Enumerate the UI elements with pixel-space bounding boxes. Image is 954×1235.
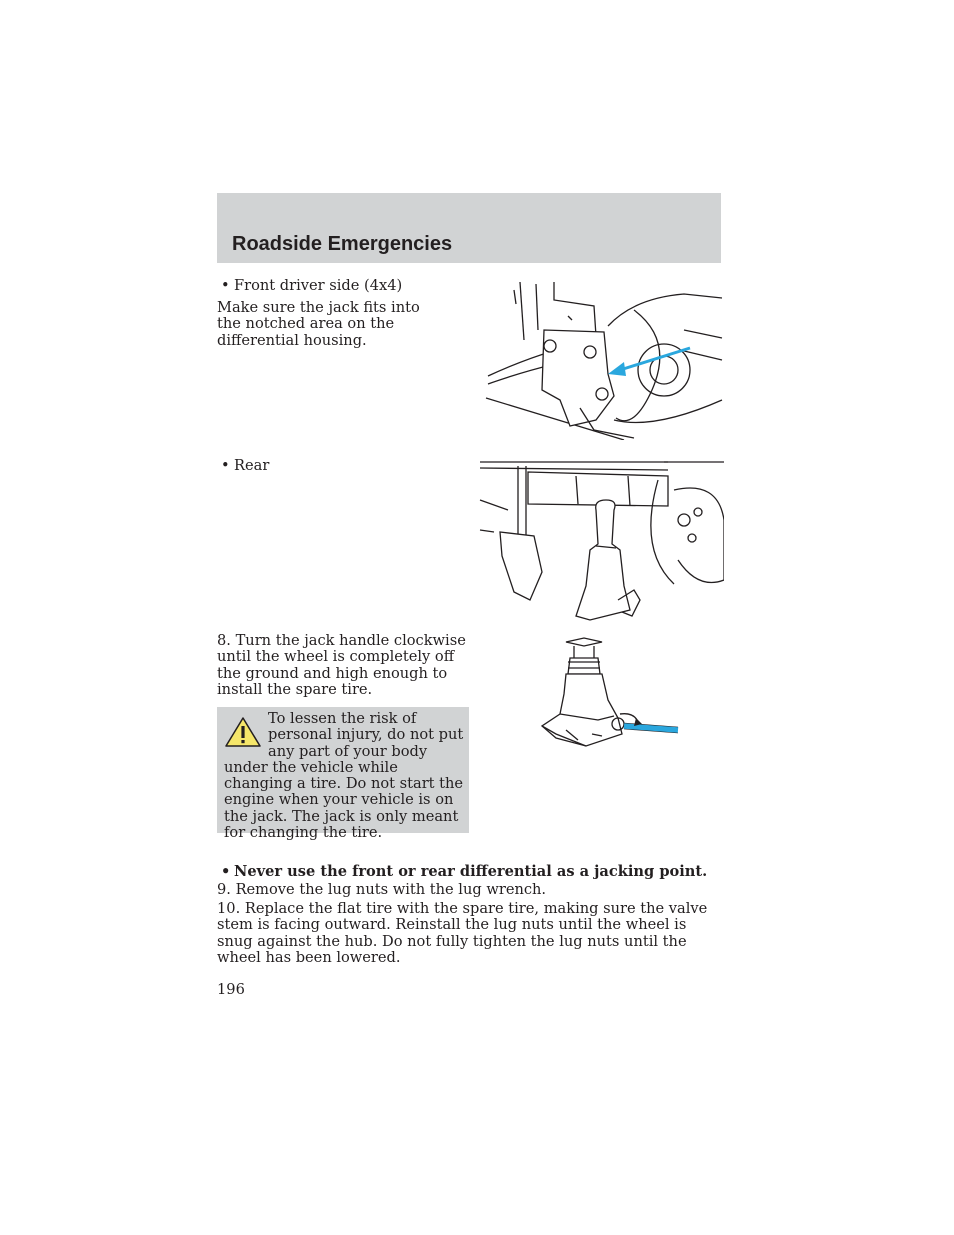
warning-text: To lessen the risk of personal injury, do not put any part of your body under the vehicle while changing a tire. Do not start the engine when your vehicle is on the jack. The jack is only meant for changing the tire. — [224, 710, 464, 842]
step-8-text: 8. Turn the jack handle clockwise until the wheel is completely off the ground and high enough to install the spare tire. — [217, 632, 466, 698]
paragraph-front-jack: Make sure the jack fits into the notched area on the differential housing. — [217, 299, 420, 349]
front-differential-illustration — [484, 280, 724, 440]
warning-box — [217, 707, 469, 842]
warning-triangle-icon — [224, 715, 262, 749]
section-title: Roadside Emergencies — [232, 233, 453, 255]
page-number: 196 — [217, 981, 245, 998]
section-header — [217, 193, 721, 263]
bullet-never-differential: • Never use the front or rear differential as a jacking point. — [234, 864, 707, 880]
step-9-text: 9. Remove the lug nuts with the lug wrench. — [217, 881, 547, 898]
step-10-text: 10. Replace the flat tire with the spare tire, making sure the valve stem is facing outward. Reinstall the lug nuts until the wheel is snug against the hub. Do not fully tighten the lug nuts until the wheel has been lowered. — [217, 900, 708, 966]
jack-handle-illustration — [538, 634, 684, 756]
bullet-rear: • Rear — [234, 458, 269, 474]
rear-axle-jack-illustration — [478, 460, 724, 626]
bullet-front-driver-side: • Front driver side (4x4) — [234, 278, 402, 294]
